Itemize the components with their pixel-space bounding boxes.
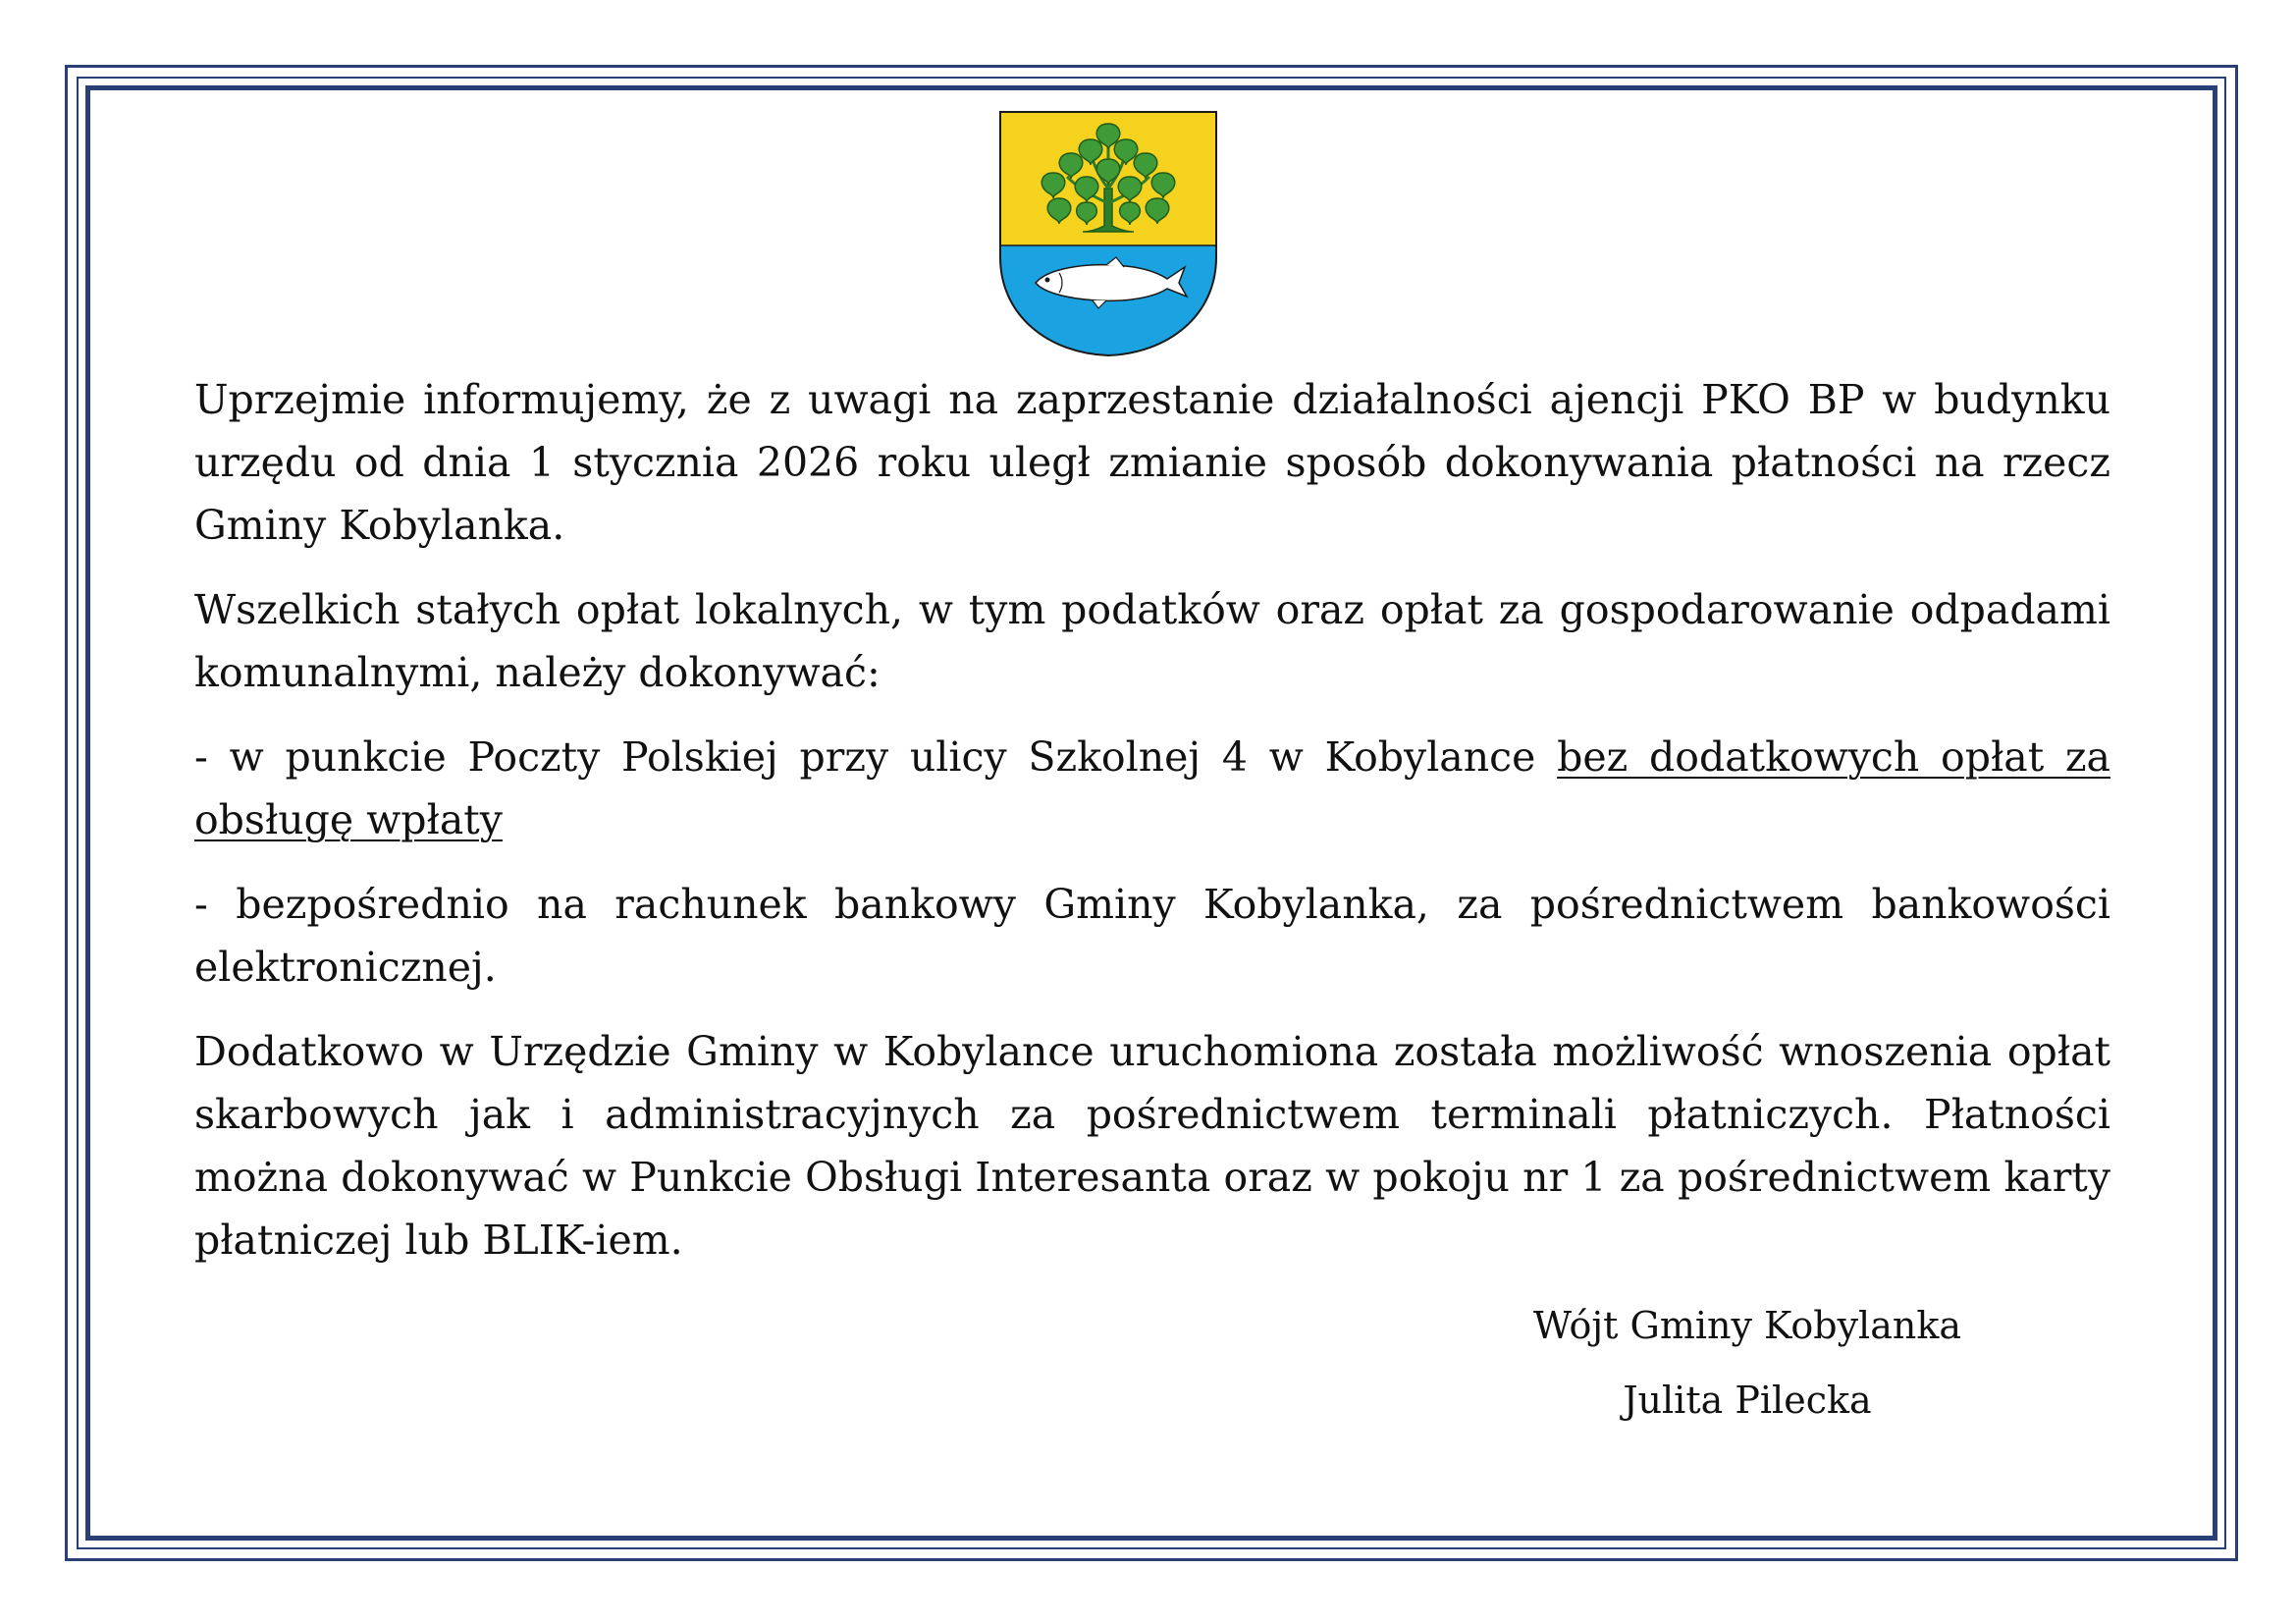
signature-title: Wójt Gminy Kobylanka — [1532, 1304, 1962, 1347]
paragraph-post-office — [194, 726, 2110, 851]
signature-block — [1492, 1288, 2002, 1437]
no-fee-note: bez dodatkowych opłat za obsługę wpłaty — [194, 733, 2110, 843]
post-office-text: - w punkcie Poczty Polskiej przy ulicy Szkolnej 4 w Kobylance — [194, 733, 1558, 781]
paragraph-agency-closure: Uprzejmie informujemy, że z uwagi na zaprzestanie działalności ajencji PKO BP w budynku urzędu od dnia 1 stycznia 2026 roku uległ zmianie sposób dokonywania płatności na rzecz Gminy Kobylanka. — [194, 376, 2110, 549]
paragraph-card-terminals: Dodatkowo w Urzędzie Gminy w Kobylance uruchomiona została możliwość wnoszenia opłat skarbowych jak i administracyjnych za pośrednictwem terminali płatniczych. Płatności można dokonywać w Punkcie Obsługi Interesanta oraz w pokoju nr 1 za pośrednictwem karty płatniczej lub BLIK-iem. — [194, 1028, 2110, 1264]
announcement-body — [194, 368, 2110, 1293]
coat-of-arms-icon — [998, 110, 1218, 357]
paragraph-bank-transfer: - bezpośrednio na rachunek bankowy Gminy Kobylanka, za pośrednictwem bankowości elektronicznej. — [194, 881, 2110, 991]
signature-name: Julita Pilecka — [1623, 1379, 1872, 1422]
paragraph-payment-intro: Wszelkich stałych opłat lokalnych, w tym podatków oraz opłat za gospodarowanie odpadami komunalnymi, należy dokonywać: — [194, 586, 2110, 696]
